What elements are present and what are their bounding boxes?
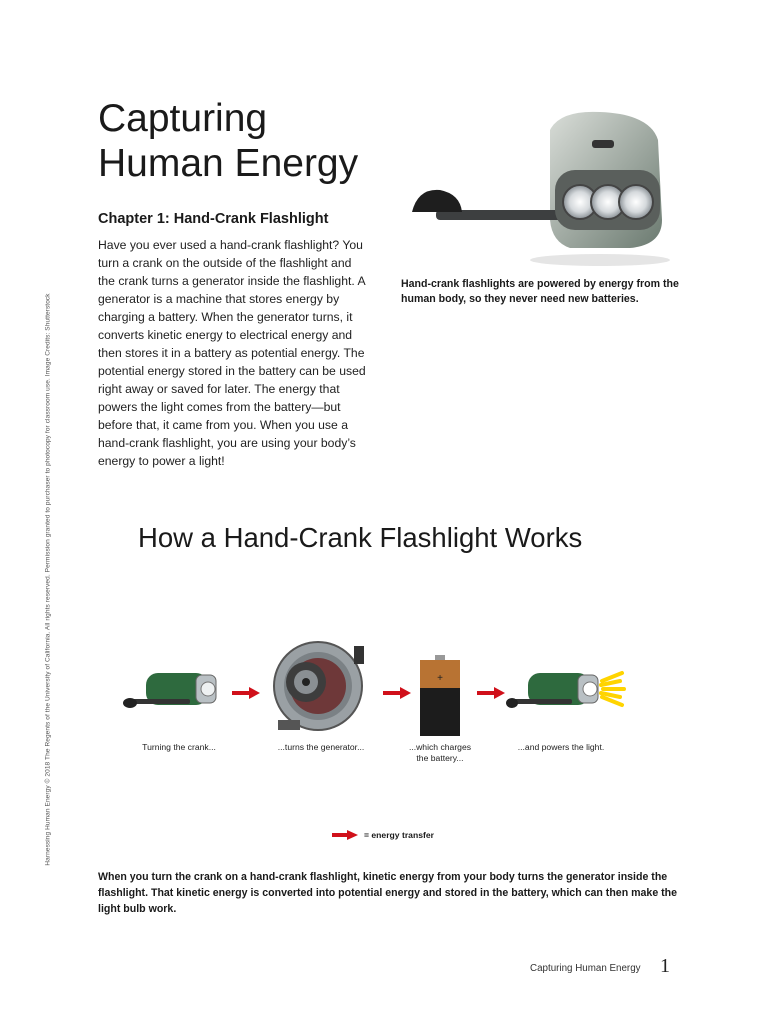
page-title: Capturing Human Energy [98,97,359,185]
lit-flashlight-illustration [506,655,626,725]
flashlight-crank-illustration [118,655,228,725]
generator-illustration [268,630,372,738]
side-credit: Harnessing Human Energy © 2018 The Regents of the University of California. All rights reserved. Permission granted to purchaser to photocopy for classroom use. Image Credits: Shutterstock [44,293,52,866]
flashlight-photo [400,110,672,270]
intro-paragraph: Have you ever used a hand-crank flashlight? You turn a crank on the outside of the flashlight and the crank turns a generator inside the flashlight. A generator is a machine that stores energy by charging a battery. When the generator turns, it converts kinetic energy to electrical energy and then stores it in a battery as potential energy. The potential energy stored in the battery can be used right away or saved for later. The energy that powers the light comes from the battery—but before that, it came from you. When you use a hand-crank flashlight, you are using your body’s energy to power a light! [98,238,366,468]
arrow-icon [383,686,411,698]
summary-paragraph: When you turn the crank on a hand-crank flashlight, kinetic energy from your body turns the generator inside the flashlight. That kinetic energy is converted into potential energy and stored in the battery, which can then make the light bulb work. [98,871,678,915]
battery-illustration [418,655,462,737]
legend [332,828,492,842]
arrow-icon [477,686,505,698]
step-caption: ...and powers the light. [517,742,605,752]
arrow-icon [232,686,260,698]
section-title: How a Hand-Crank Flashlight Works [138,522,583,553]
page-number: 1 [660,955,670,977]
legend-label: = energy transfer [364,830,434,840]
footer-title: Capturing Human Energy [530,963,641,974]
step-caption: ...which charges the battery... [408,742,472,763]
step-caption: Turning the crank... [142,742,216,752]
arrow-icon [332,830,358,840]
chapter-heading: Chapter 1: Hand-Crank Flashlight [98,211,329,227]
svg-text:+: + [437,673,443,684]
step-caption: ...turns the generator... [277,742,365,752]
photo-caption: Hand-crank flashlights are powered by energy from the human body, so they never need new batteries. [401,278,679,305]
